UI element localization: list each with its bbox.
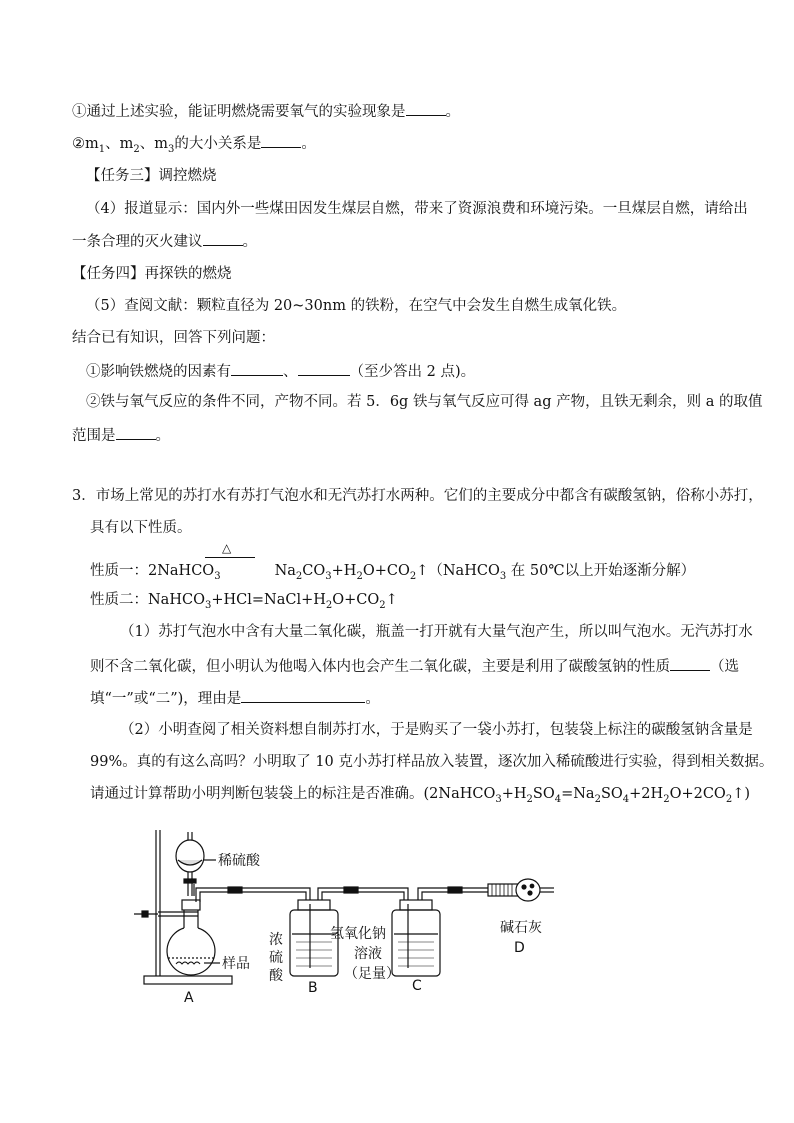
label-a: A xyxy=(184,990,194,1006)
label-naoh-3: （足量） xyxy=(344,966,400,982)
answer-blank[interactable] xyxy=(241,687,365,703)
question-5-1: ①影响铁燃烧的因素有 、 （至少答出 2 点)。 xyxy=(86,360,475,382)
drying-tube-d xyxy=(488,879,554,901)
apparatus-diagram xyxy=(118,826,578,1016)
label-naoh-1: 氢氧化钠 xyxy=(330,926,386,942)
tubing xyxy=(194,884,488,904)
heat-triangle: △ xyxy=(222,541,232,555)
property-2: 性质二：$NaHCO_3+HCl=NaCl+H_2O+CO_2↑$ xyxy=(90,592,398,611)
question-3-1-line1: （1）苏打气泡水中含有大量二氧化碳，瓶盖一打开就有大量气泡产生，所以叫气泡水。无汽苏打水 xyxy=(120,624,753,640)
label-conc-2: 硫 xyxy=(269,950,283,966)
answer-blank[interactable] xyxy=(261,132,301,148)
question-4-line1: （4）报道显示：国内外一些煤田因发生煤层自燃，带来了资源浪费和环境污染。一旦煤层自燃，请给出 xyxy=(86,201,748,217)
question-3-1-line2: 则不含二氧化碳，但小明认为他喝入体内也会产生二氧化碳，主要是利用了碳酸氢钠的性质 （选 xyxy=(90,655,739,677)
question-task2-1: ①通过上述实验，能证明燃烧需要氧气的实验现象是 。 xyxy=(72,100,460,122)
label-sample: 样品 xyxy=(222,956,250,972)
label-conc-1: 浓 xyxy=(269,932,283,948)
question-3-2-line3: 请通过计算帮助小明判断包装袋上的标注是否准确。$(2NaHCO_3+H_2SO_4=Na_2SO_4+2H_2O+2CO_2↑)$ xyxy=(90,786,750,805)
flask-a xyxy=(167,900,220,975)
question-5-2-line1: ②铁与氧气反应的条件不同，产物不同。若 5．6g 铁与氧气反应可得 ag 产物，且铁无剩余，则 a 的取值 xyxy=(86,394,763,410)
question-4-line2: 一条合理的灭火建议 。 xyxy=(72,230,257,252)
property-1: 性质一：2NaHCO$_3$ $Na_2CO_3+H_2O+CO_2↑(NaHCO_3$ 在 50℃以上开始逐渐分解） xyxy=(90,563,696,582)
bottle-c xyxy=(392,900,440,976)
separatory-funnel xyxy=(176,832,204,896)
task3-title: 【任务三】调控燃烧 xyxy=(86,168,217,184)
answer-blank[interactable] xyxy=(298,360,350,376)
answer-blank[interactable] xyxy=(231,360,283,376)
label-b: B xyxy=(308,980,318,996)
label-d: D xyxy=(514,940,525,956)
question-5-line2: 结合已有知识，回答下列问题： xyxy=(72,330,275,346)
label-conc-3: 酸 xyxy=(269,968,283,984)
answer-blank[interactable] xyxy=(203,230,243,246)
question-task2-2: $②m_1$、$m_2$、$m_3$的大小关系是 。 xyxy=(72,132,316,154)
answer-blank[interactable] xyxy=(406,100,446,116)
task4-title: 【任务四】再探铁的燃烧 xyxy=(72,266,232,282)
answer-blank[interactable] xyxy=(116,424,156,440)
label-c: C xyxy=(412,978,422,994)
question-3-line2: 具有以下性质。 xyxy=(90,520,192,536)
question-3-line1: 3．市场上常见的苏打水有苏打气泡水和无汽苏打水两种。它们的主要成分中都含有碳酸氢钠，俗称小苏打， xyxy=(72,488,763,504)
label-soda-lime: 碱石灰 xyxy=(500,920,542,936)
question-3-2-line1: （2）小明查阅了相关资料想自制苏打水，于是购买了一袋小苏打，包装袋上标注的碳酸氢钠含量是 xyxy=(120,722,753,738)
question-3-2-line2: 99%。真的有这么高吗？小明取了 10 克小苏打样品放入装置，逐次加入稀硫酸进行实验，得到相关数据。 xyxy=(90,754,774,770)
question-3-1-line3: 填“一”或“二”)，理由是 。 xyxy=(90,687,380,709)
reaction-arrow-line xyxy=(205,557,255,558)
answer-blank[interactable] xyxy=(670,655,710,671)
label-dilute-acid: 稀硫酸 xyxy=(218,853,260,869)
question-5-line1: （5）查阅文献：颗粒直径为 20~30nm 的铁粉，在空气中会发生自燃生成氧化铁。 xyxy=(86,298,627,314)
question-5-2-line2: 范围是 。 xyxy=(72,424,170,446)
label-naoh-2: 溶液 xyxy=(354,946,382,962)
